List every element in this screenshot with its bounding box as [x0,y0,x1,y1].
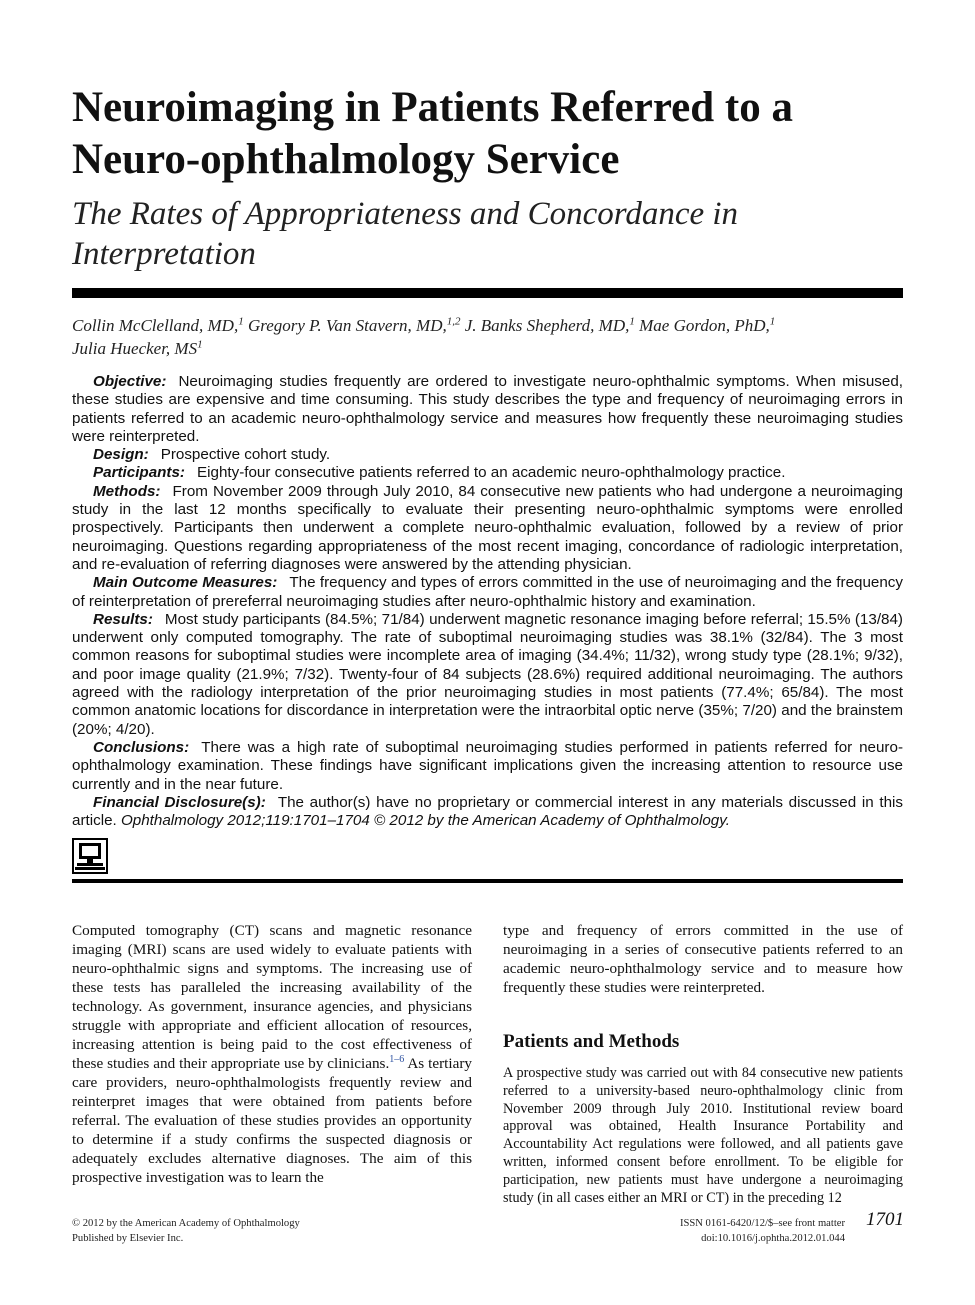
abstract-financial-disclosure [72,794,903,831]
author-list [72,314,903,360]
abstract-text: The frequency and types of errors committed in the use of neuroimaging and the frequency of reinterpretation of prereferral neuroimaging studies after neuro-ophthalmic history and examination. [72,574,903,610]
footer-left [72,1216,492,1246]
body-paragraph: type and frequency of errors committed in the use of neuroimaging in a series of consecutive patients referred to an academic neuro-ophthalmology service and to measure how frequently these studies were reinterpreted. [503,922,903,996]
abstract-label: Participants: [93,464,185,482]
author-name: Mae Gordon, PhD, [639,316,770,335]
abstract-label: Results: [93,610,153,628]
author-affiliation: 1 [197,338,203,351]
abstract-results [72,611,903,739]
abstract [72,373,903,830]
author-affiliation: 1,2 [446,315,461,328]
abstract-text: Eighty-four consecutive patients referred to an academic neuro-ophthalmology practice. [197,464,786,482]
abstract-rule [72,879,903,883]
abstract-text: There was a high rate of suboptimal neuroimaging studies performed in patients referred for neuro-ophthalmology examination. These findings have significant implications given the increasing attention to resource use currently and in the near future. [72,738,903,793]
article-subtitle: The Rates of Appropriateness and Concordance in Interpretation [72,196,739,272]
abstract-label: Main Outcome Measures: [93,574,278,592]
monitor-icon [72,838,108,874]
abstract-outcome-measures [72,574,903,611]
author-name: Gregory P. Van Stavern, MD, [247,316,447,335]
journal-citation: Ophthalmology 2012;119:1701–1704 © 2012 by the American Academy of Ophthalmology. [120,812,730,830]
abstract-label: Objective: [93,373,167,390]
abstract-label: Financial Disclosure(s): [93,793,266,811]
title-rule [72,288,903,298]
abstract-text: The author(s) have no proprietary or commercial interest in any materials discussed in this article. [72,793,904,830]
abstract-participants [72,464,903,482]
body-paragraph: A prospective study was carried out with 84 consecutive new patients referred to a university-based neuro-ophthalmology clinic from November 2009 through July 2010. Institutional review board approval was obtained, Health Insurance Portability and Accountability Act regulations were followed, and all patients gave written, informed consent before enrollment. To be eligible for participation, new patients must have undergone a neuroimaging study (in all cases either an MRI or CT) in the preceding 12 [503,1065,903,1206]
issn: ISSN 0161-6420/12/$–see front matter [679,1218,845,1229]
abstract-label: Conclusions: [93,738,190,756]
copyright: © 2012 by the American Academy of Ophthalmology [72,1218,300,1229]
abstract-text: From November 2009 through July 2010, 84 consecutive new patients who had undergone a neuroimaging study in the last 12 months specifically to evaluate their presenting neuro-ophthalmic symptoms were enrolled prospectively. Participants then underwent a complete neuro-ophthalmic evaluation, followed by a review of prior neuroimaging. Questions regarding appropriateness of the most recent imaging, concordance of radiologic interpretation, and re-evaluation of referring diagnoses were answered by the attending physician. [72,482,903,573]
article-title: Neuroimaging in Patients Referred to a Neuro-ophthalmology Service [72,84,793,183]
doi: doi:10.1016/j.ophtha.2012.01.044 [701,1233,845,1244]
reference-link[interactable]: 1–6 [389,1053,405,1065]
body-text: Computed tomography (CT) scans and magnetic resonance imaging (MRI) scans are used widely to evaluate patients with neuro-ophthalmic signs and symptoms. The increasing use of these tests has paralleled the increasing availability of the technology. As government, insurance agencies, and physicians struggle with appropriate and efficient allocation of resources, increasing attention is being paid to the cost effectiveness of these studies and their appropriate use by clinicians. [72,922,472,1072]
abstract-text: Most study participants (84.5%; 71/84) underwent magnetic resonance imaging before referral; 15.5% (13/84) underwent only computed tomography. The rate of suboptimal neuroimaging studies was 38.1% (32/84). The 3 most common reasons for suboptimal studies were incomplete area of imaging (34.4%; 11/32), wrong study type (28.1%; 9/32), and poor image quality (21.9%; 7/32). Twenty-four of 84 subjects (28.6%) required additional neuroimaging. The authors agreed with the radiology interpretation of the prior neuroimaging studies in most patients (77.4%; 65/84). The most common anatomic locations for discordance in interpretation were the intraorbital optic nerve (35%; 7/20) and the brainstem (20%; 4/20). [72,610,903,738]
body-text: As tertiary care providers, neuro-ophthalmologists frequently review and reinterpret images that were obtained from patients before referral. The evaluation of these studies provides an opportunity to determine if a study confirms the suspected diagnosis or adequately excludes alternative diagnoses. The aim of this prospective investigation was to learn the [72,1055,473,1186]
abstract-conclusions [72,739,903,794]
abstract-text: Prospective cohort study. [160,446,331,464]
author-affiliation: 1 [629,315,635,328]
abstract-text: Neuroimaging studies frequently are ordered to investigate neuro-ophthalmic symptoms. When misused, these studies are expensive and time consuming. This study describes the type and frequency of neuroimaging errors in patients referred to an academic neuro-ophthalmology service and measures how frequently these neuroimaging studies were reinterpreted. [72,373,903,445]
body-column-right [503,921,903,1207]
abstract-objective [72,373,903,446]
footer-right [560,1216,845,1246]
abstract-label: Methods: [93,482,161,500]
author-affiliation: 1 [238,315,244,328]
abstract-methods [72,483,903,574]
page-number: 1701 [866,1209,904,1230]
abstract-label: Design: [93,446,149,464]
author-name: Julia Huecker, MS [72,339,198,358]
author-affiliation: 1 [769,315,776,328]
author-name: Collin McClelland, MD, [72,316,239,335]
abstract-design [72,446,903,464]
body-column-left [72,921,472,1187]
author-name: J. Banks Shepherd, MD, [464,316,630,335]
section-heading: Patients and Methods [503,1031,680,1052]
body-paragraph [72,921,472,1187]
publisher: Published by Elsevier Inc. [72,1233,184,1244]
